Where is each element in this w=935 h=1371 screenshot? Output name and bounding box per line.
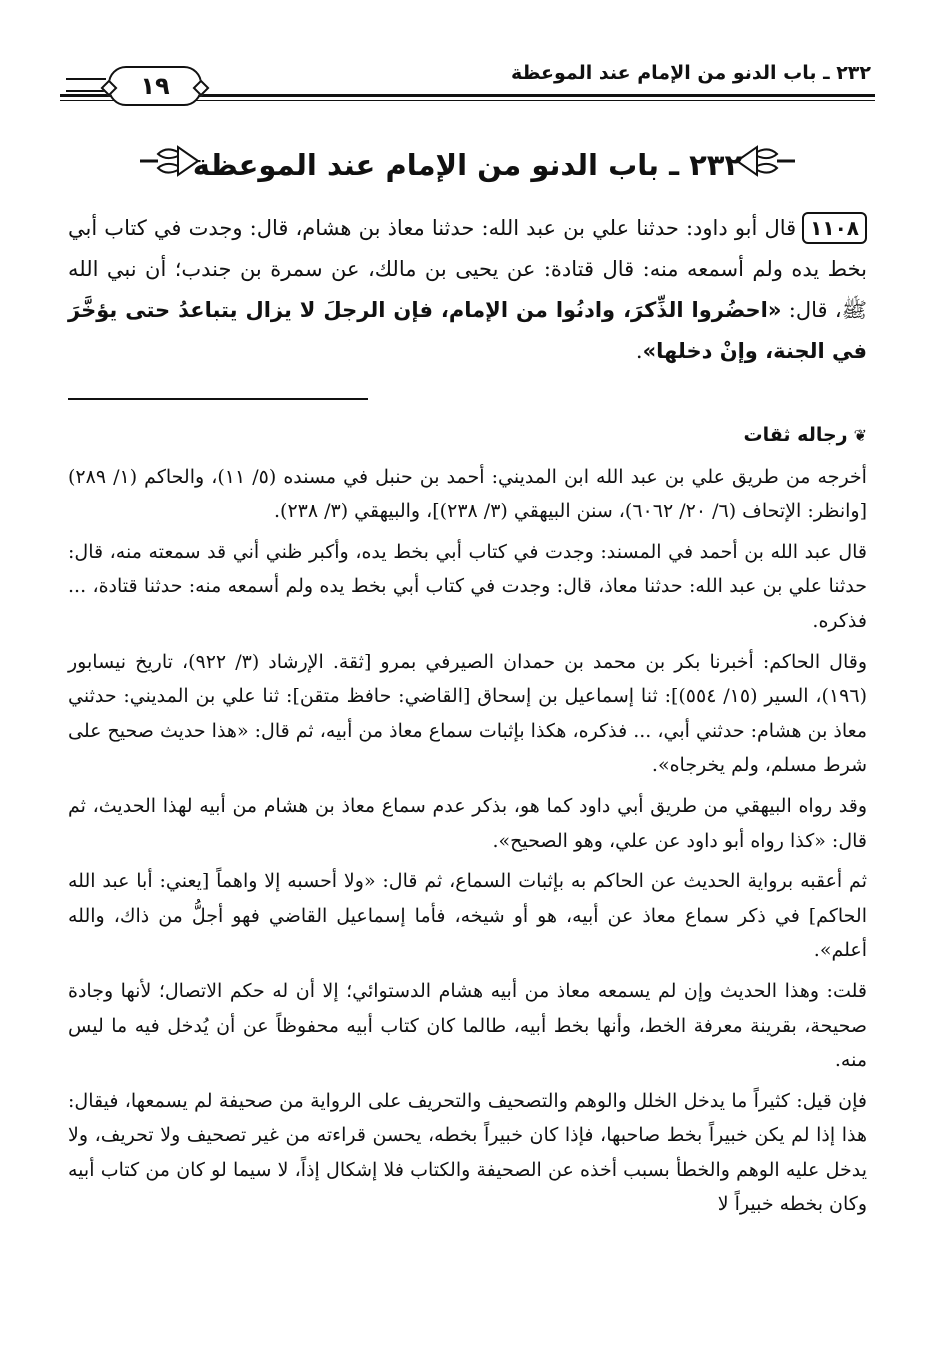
commentary-paragraph: فإن قيل: كثيراً ما يدخل الخلل والوهم والتصحيف والتحريف على الرواية من صحيفة لم يسمعها، فيقال: هذا إذا لم يكن خبيراً بخط صاحبها، فإذا كان خبيراً بخطه، يحسن قراءته من غير تصحيف ولا تحريف، ولا يدخل عليه الوهم والخطأ بسبب أخذه عن الصحيفة والكتاب فلا إشكال إذاً، لا سيما لو كان من كتاب أبيه وكان بخطه خبيراً لا [68,1089,867,1216]
commentary [68,418,867,1228]
chapter-number: ١٩ [140,72,170,100]
commentary-paragraph: قلت: وهذا الحديث وإن لم يسمعه معاذ من أبيه هشام الدستوائي؛ إلا أن له حكم الاتصال؛ لأنها وجادة صحيحة، بقرينة معرفة الخط، وأنها بخط أبيه، طالما كان كتاب أبيه محفوظاً عن أن يُدخل فيه ما ليس منه. [68,979,867,1072]
chapter-title-block [140,140,795,190]
commentary-paragraph: قال عبد الله بن أحمد في المسند: وجدت في كتاب أبي بخط يده، وأكبر ظني أني قد سمعته منه، قال: حدثنا علي بن عبد الله: حدثنا معاذ، قال: وجدت في كتاب أبي بخط يده ولم أسمعه منه: حدثنا قتادة، ... فذكره. [68,540,867,632]
running-title: ٢٣٢ ـ باب الدنو من الإمام عند الموعظة [511,62,871,84]
chapter-title: ٢٣٢ ـ باب الدنو من الإمام عند الموعظة [192,148,743,182]
hadith-text [68,208,867,372]
commentary-paragraph: أخرجه من طريق علي بن عبد الله ابن المديني: أحمد بن حنبل في مسنده (٥/ ١١)، والحاكم (١/ ٢٨٩) [وانظر: الإتحاف (٦/ ٢٠/ ٦٠٦٢)، سنن البيهقي (٣/ ٢٣٨)]، والبيهقي (٣/ ٢٣٨). [68,465,867,523]
footnote-separator [68,398,368,400]
hadith-number: ١١٠٨ [802,212,867,244]
hadith-isnad: قال أبو داود: حدثنا علي بن عبد الله: حدثنا معاذ بن هشام، قال: وجدت في كتاب أبي بخط يده ولم أسمعه منه: قال قتادة: عن يحيى بن مالك، عن سمرة بن جندب؛ أن نبي الله ﷺ، قال: [68,216,867,322]
book-icon: ❦ [853,426,867,445]
chapter-number-badge [108,66,202,106]
commentary-paragraph: وقد رواه البيهقي من طريق أبي داود كما هو، بذكر عدم سماع معاذ بن هشام من أبيه لهذا الحديث، ثم قال: «كذا رواه أبو داود عن علي، وهو الصحيح». [68,794,867,852]
running-header [60,52,875,112]
hadith-end: . [635,339,643,363]
hadith-matn: «احضُروا الذِّكرَ، وادنُوا من الإمام، فإن الرجلَ لا يزال يتباعدُ حتى يؤخَّرَ في الجنة، وإنْ دخلها» [68,298,867,363]
commentary-paragraph: ثم أعقبه برواية الحديث عن الحاكم به بإثبات السماع، ثم قال: «ولا أحسبه إلا واهماً [يعني: أبا عبد الله الحاكم] في ذكر سماع معاذ عن أبيه، هو أو شيخه، فأما إسماعيل القاضي فهو أجلُّ من ذاك، والله أعلم». [68,870,867,962]
header-double-line [66,78,106,92]
commentary-paragraph: وقال الحاكم: أخبرنا بكر بن محمد بن حمدان الصيرفي بمرو [ثقة. الإرشاد (٣/ ٩٢٢)، تاريخ نيسابور (١٩٦)، السير (١٥/ ٥٥٤)]: ثنا إسماعيل بن إسحاق [القاضي: حافظ متقن]: ثنا علي بن المديني: حدثني معاذ بن هشام: حدثني أبي، ... فذكره، هكذا بإثبات سماع معاذ من أبيه، ثم قال: «هذا حديث صحيح على شرط مسلم، ولم يخرجاه». [68,650,868,777]
commentary-heading-text: رجاله ثقات [743,424,848,446]
commentary-heading [68,418,867,454]
